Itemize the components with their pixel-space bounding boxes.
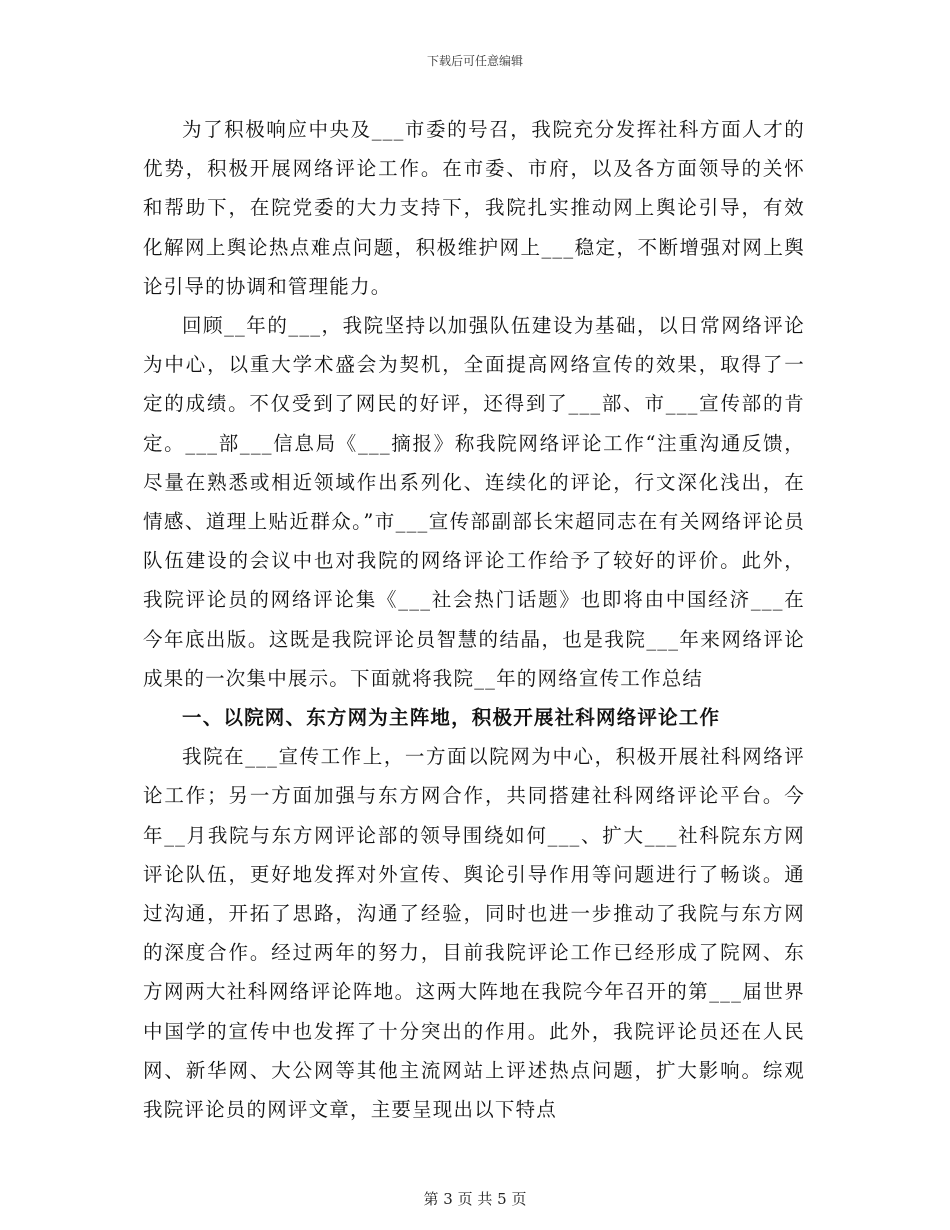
section-heading: 一、以院网、东方网为主阵地，积极开展社科网络评论工作 [182,706,721,730]
paragraph-section-one: 我院在___宣传工作上，一方面以院网为中心，积极开展社科网络评论工作；另一方面加强与东方网合作，共同搭建社科网络评论平台。今年__月我院与东方网评论部的领导围绕如何___、扩大___社科院东方网评论队伍，更好地发挥对外宣传、舆论引导作用等问题进行了畅谈。通过沟通，开拓了思路，沟通了经验，同时也进一步推动了我院与东方网的深度合作。经过两年的努力，目前我院评论工作已经形成了院网、东方网两大社科网络评论阵地。这两大阵地在我院今年召开的第___届世界中国学的宣传中也发挥了十分突出的作用。此外，我院评论员还在人民网、新华网、大公网等其他主流网站上评述热点问题，扩大影响。综观我院评论员的网评文章，主要呈现出以下特点 [143,745,805,1122]
paragraph-review: 回顾__年的___，我院坚持以加强队伍建设为基础，以日常网络评论为中心，以重大学术盛会为契机，全面提高网络宣传的效果，取得了一定的成绩。不仅受到了网民的好评，还得到了___部、市___宣传部的肯定。___部___信息局《___摘报》称我院网络评论工作“注重沟通反馈，尽量在熟悉或相近领域作出系列化、连续化的评论，行文深化浅出，在情感、道理上贴近群众。”市___宣传部副部长宋超同志在有关网络评论员队伍建设的会议中也对我院的网络评论工作给予了较好的评价。此外，我院评论员的网络评论集《___社会热门话题》也即将由中国经济___在今年底出版。这既是我院评论员智慧的结晶，也是我院___年来网络评论成果的一次集中展示。下面就将我院__年的网络宣传工作总结 [143,314,805,690]
page-footer: 第 3 页 共 5 页 [423,1190,527,1208]
page-header: 下载后可任意编辑 [426,54,523,68]
paragraph-intro: 为了积极响应中央及___市委的号召，我院充分发挥社科方面人才的优势，积极开展网络评论工作。在市委、市府，以及各方面领导的关怀和帮助下，在院党委的大力支持下，我院扎实推动网上舆论引导，有效化解网上舆论热点难点问题，积极维护网上___稳定，不断增强对网上舆论引导的协调和管理能力。 [143,118,805,298]
document-body [143,110,805,1129]
